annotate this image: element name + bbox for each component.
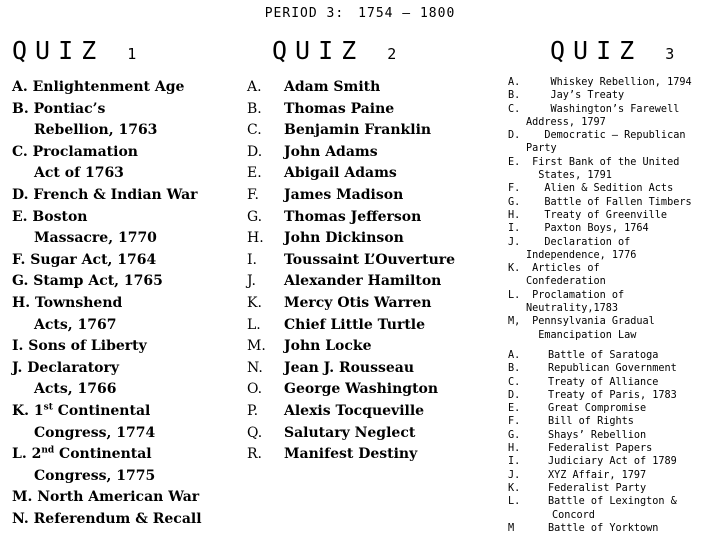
item-text: Proclamation of [526,289,625,301]
period-header [0,6,720,21]
quiz-2-item [247,77,497,99]
quiz-2-item [247,379,497,401]
item-text: James Madison [284,186,404,203]
item-text: Treaty of Paris, 1783 [548,389,677,401]
item-text: Shays’ Rebellion [548,429,647,441]
quiz-3-item [508,315,720,328]
quiz-1-item: G. Stamp Act, 1765 [12,273,163,290]
item-text: Adam Smith [284,79,381,95]
item-letter: L. [508,289,521,301]
quiz-1-item-continuation: Congress, 1774 [34,424,156,441]
item-letter: F. [508,183,521,195]
item-letter: E. [508,403,521,415]
item-letter: M, [508,316,521,328]
item-text: Jay’s Treaty [526,90,625,102]
quiz-1-item: N. Referendum & Recall [12,510,202,527]
item-text: Benjamin Franklin [284,122,432,139]
quiz-2-item [247,163,497,185]
item-letter: F. [247,186,259,203]
quiz-2-item [247,336,497,358]
item-letter: C. [247,122,262,139]
item-text: John Locke [284,338,372,355]
quiz-2-list [247,77,497,466]
quiz-1-item: H. Townshend [12,294,123,311]
item-letter: M. [247,338,266,355]
item-text: Mercy Otis Warren [284,294,432,311]
quiz-3-item [508,442,720,455]
quiz-2-item [247,293,497,315]
item-letter: G. [247,208,263,225]
item-letter: L. [247,316,261,333]
item-letter: G. [508,196,521,208]
item-letter: G. [508,429,521,441]
item-letter: N. [247,359,263,376]
item-text: Great Compromise [548,403,647,415]
item-letter: C. [508,376,521,388]
quiz-1-list [12,77,244,530]
item-text: Toussaint L’Ouverture [284,251,456,268]
period-range: 1754 – 1800 [358,6,456,21]
quiz-3-item [508,222,720,235]
item-letter: O. [247,381,263,398]
quiz-2-item [247,120,497,142]
quiz-2-item [247,271,497,293]
quiz-3-item [508,89,720,102]
quiz-3-item [508,129,720,142]
item-letter: R. [247,446,262,463]
item-letter: B. [508,363,521,375]
item-prefix: L. 2 [12,446,42,463]
item-letter: A. [508,350,521,361]
item-text: Battle of Yorktown [548,522,659,534]
quiz-1-item-continuation: Acts, 1767 [34,316,117,333]
quiz-2-item [247,99,497,121]
item-letter: K. [508,263,521,275]
item-letter: P. [247,402,259,419]
item-continuation: Neutrality,1783 [526,303,619,315]
item-continuation: Address, 1797 [526,116,606,128]
quiz-1-item: J. Declaratory [12,359,120,376]
item-text: Alien & Sedition Acts [526,183,674,195]
item-letter: J. [508,469,521,481]
item-continuation: Party [526,143,557,155]
item-text: Chief Little Turtle [284,316,426,333]
item-text: Democratic – Republican [526,130,686,142]
quiz-1-item: F. Sugar Act, 1764 [12,251,157,268]
item-letter: I. [247,251,257,268]
item-letter: D. [247,143,263,160]
item-text: Declaration of [526,236,631,248]
item-continuation: Concord [552,509,595,521]
item-letter: E. [508,156,521,168]
quiz-1-title: QUIZ 1 [12,36,137,65]
item-text: Articles of [526,263,600,275]
item-letter: I. [508,456,521,468]
quiz-3-item [508,289,720,302]
item-prefix: K. 1 [12,402,44,419]
item-text: Jean J. Rousseau [284,359,415,376]
quiz-2-item [247,228,497,250]
quiz-3-item [508,236,720,249]
item-letter: I. [508,223,521,235]
quiz-3-list-bottom [508,349,720,535]
item-text: Bill of Rights [548,416,634,428]
item-text: John Dickinson [284,230,404,247]
item-letter: C. [508,103,521,115]
item-text: Battle of Saratoga [548,350,659,361]
item-letter: B. [508,90,521,102]
quiz-1-item: M. North American War [12,489,200,506]
item-text: John Adams [284,143,378,160]
quiz-3-item [508,482,720,495]
item-text: Manifest Destiny [284,446,418,463]
quiz-3-item [508,522,720,535]
item-text: First Bank of the United [526,156,680,168]
quiz-3-item [508,349,720,362]
item-text: Thomas Jefferson [284,208,422,225]
item-continuation: Confederation [526,276,606,288]
quiz-3-item [508,182,720,195]
period-label: PERIOD 3: [264,6,345,21]
item-text: Alexander Hamilton [284,273,442,290]
quiz-3-item [508,196,720,209]
item-text: XYZ Affair, 1797 [548,469,647,481]
quiz-2-title: QUIZ 2 [272,36,397,65]
quiz-2-item [247,358,497,380]
quiz-3-item [508,376,720,389]
quiz-2-item [247,423,497,445]
item-letter: K. [247,294,262,311]
quiz-2-item [247,185,497,207]
item-text: Pennsylvania Gradual [526,316,655,328]
item-letter: Q. [247,424,263,441]
item-text: Alexis Tocqueville [284,402,425,419]
quiz-3-item [508,76,720,89]
item-letter: J. [508,236,521,248]
quiz-1-item-continuation: Rebellion, 1763 [34,122,158,139]
item-text: Treaty of Alliance [548,376,659,388]
quiz-1-item-continuation: Acts, 1766 [34,381,117,398]
quiz-2-item [247,315,497,337]
item-letter: B. [247,100,262,117]
item-letter: K. [508,482,521,494]
item-continuation: States, 1791 [526,170,612,182]
ordinal-suffix: st [43,402,53,413]
quiz-3-item [508,103,720,116]
item-text: George Washington [284,381,439,398]
quiz-2-item [247,401,497,423]
quiz-1-item-continuation: Act of 1763 [34,165,124,182]
quiz-1-item: I. Sons of Liberty [12,338,147,355]
quiz-3-title: QUIZ 3 [550,36,675,65]
item-letter: D. [508,389,521,401]
quiz-3-item [508,156,720,169]
quiz-2-item [247,142,497,164]
quiz-3-item [508,415,720,428]
item-letter: M [508,522,515,534]
item-letter: J. [247,273,256,290]
quiz-3-item [508,262,720,275]
quiz-1-item [12,401,244,423]
quiz-1-item: A. Enlightenment Age [12,79,185,95]
quiz-3-item [508,469,720,482]
quiz-3-list-top [508,76,720,342]
quiz-2-item [247,250,497,272]
item-text: Judiciary Act of 1789 [548,456,677,468]
item-letter: A. [508,77,521,88]
quiz-3-item [508,429,720,442]
quiz-3-item [508,209,720,222]
item-text: Treaty of Greenville [526,209,668,221]
item-text: Federalist Party [548,482,647,494]
item-letter: A. [247,79,262,95]
quiz-1-item: D. French & Indian War [12,186,198,203]
item-text: Republican Government [548,363,677,375]
ordinal-suffix: nd [41,445,55,456]
item-letter: L. [508,496,521,508]
item-continuation: Emancipation Law [526,329,637,341]
item-letter: H. [508,443,521,455]
quiz-1-item-continuation: Congress, 1775 [34,467,156,484]
item-text: Salutary Neglect [284,424,416,441]
item-continuation: Independence, 1776 [526,249,637,261]
item-rest: Continental [52,402,151,419]
item-text: Whiskey Rebellion, 1794 [526,77,692,88]
item-letter: D. [508,130,521,142]
quiz-1-item: B. Pontiac’s [12,100,106,117]
item-text: Battle of Fallen Timbers [526,196,692,208]
item-text: Thomas Paine [284,100,395,117]
item-text: Paxton Boys, 1764 [526,223,649,235]
quiz-3-item [508,402,720,415]
quiz-1-item: E. Boston [12,208,88,225]
item-letter: H. [508,209,521,221]
item-rest: Continental [54,446,152,463]
item-text: Federalist Papers [548,443,653,455]
item-text: Battle of Lexington & [548,496,677,508]
quiz-3-item [508,495,720,508]
quiz-1-item: C. Proclamation [12,143,138,160]
quiz-1-item [12,444,244,466]
item-letter: E. [247,165,262,182]
item-text: Washington’s Farewell [526,103,680,115]
quiz-2-item [247,207,497,229]
quiz-3-item [508,455,720,468]
quiz-3-item [508,362,720,375]
item-letter: H. [247,230,264,247]
quiz-1-item-continuation: Massacre, 1770 [34,230,157,247]
item-text: Abigail Adams [284,165,397,182]
quiz-3-item [508,389,720,402]
item-letter: F. [508,416,521,428]
quiz-2-item [247,444,497,466]
